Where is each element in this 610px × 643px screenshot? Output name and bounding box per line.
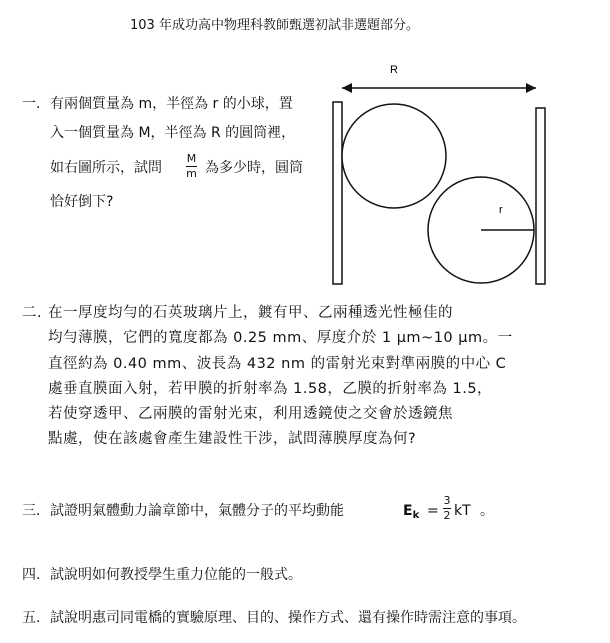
question-2-line: 均勻薄膜，它們的寬度都為 0.25 mm、厚度介於 1 μm~10 μm。一 (48, 330, 513, 346)
question-3-end: 。 (480, 503, 494, 519)
question-1-number: 一. (22, 96, 41, 112)
formula-kT: kT (454, 503, 471, 519)
question-3-number: 三. (22, 503, 41, 519)
question-2-number: 二. (22, 305, 43, 321)
question-3-text: 試證明氣體動力論章節中，氣體分子的平均動能 (50, 503, 344, 519)
question-2-line: 若使穿透甲、乙兩膜的雷射光束，利用透鏡使之交會於透鏡焦 (48, 406, 453, 422)
radius-R-label: R (390, 64, 398, 76)
fraction-numerator: M (186, 152, 197, 165)
arrowhead-left (342, 83, 352, 93)
question-1-line: 恰好倒下? (50, 194, 114, 210)
fraction-3-over-2 (443, 495, 451, 521)
formula-E: E (403, 503, 413, 519)
fraction-denominator: 2 (443, 509, 451, 522)
fraction-M-over-m (186, 153, 197, 179)
cylinder-left-wall (333, 102, 342, 284)
formula-equals: = (427, 503, 439, 519)
question-1-line: 有兩個質量為 m，半徑為 r 的小球，置 (50, 96, 293, 112)
page-title: 103 年成功高中物理科教師甄選初試非選題部分。 (130, 18, 419, 33)
cylinder-figure (330, 55, 560, 290)
kinetic-energy-symbol (403, 503, 420, 521)
question-4-text: 試說明如何教授學生重力位能的一般式。 (50, 567, 302, 583)
upper-ball (342, 104, 446, 208)
question-5-number: 五. (22, 610, 41, 626)
fraction-numerator: 3 (443, 494, 451, 507)
fraction-denominator: m (186, 167, 197, 180)
formula-subscript-k: k (412, 510, 420, 521)
cylinder-right-wall (536, 108, 545, 284)
question-2-line: 處垂直膜面入射，若甲膜的折射率為 1.58，乙膜的折射率為 1.5， (48, 381, 493, 397)
question-1-line: 為多少時，圓筒 (205, 160, 303, 176)
question-2-line: 直徑約為 0.40 mm、波長為 432 nm 的雷射光束對準兩膜的中心 C (48, 356, 507, 372)
question-4-number: 四. (22, 567, 41, 583)
cylinder-diagram (330, 55, 560, 290)
question-1-line: 如右圖所示，試問 (50, 160, 162, 176)
question-2-line: 點處，使在該處會產生建設性干涉，試問薄膜厚度為何? (48, 431, 417, 447)
radius-r-label: r (499, 204, 503, 216)
arrowhead-right (526, 83, 536, 93)
question-2-line: 在一厚度均勻的石英玻璃片上，鍍有甲、乙兩種透光性極佳的 (48, 305, 453, 321)
question-5-text: 試說明惠司同電橋的實驗原理、目的、操作方式、還有操作時需注意的事項。 (50, 610, 526, 626)
question-1-line: 入一個質量為 M，半徑為 R 的圓筒裡， (50, 125, 296, 141)
